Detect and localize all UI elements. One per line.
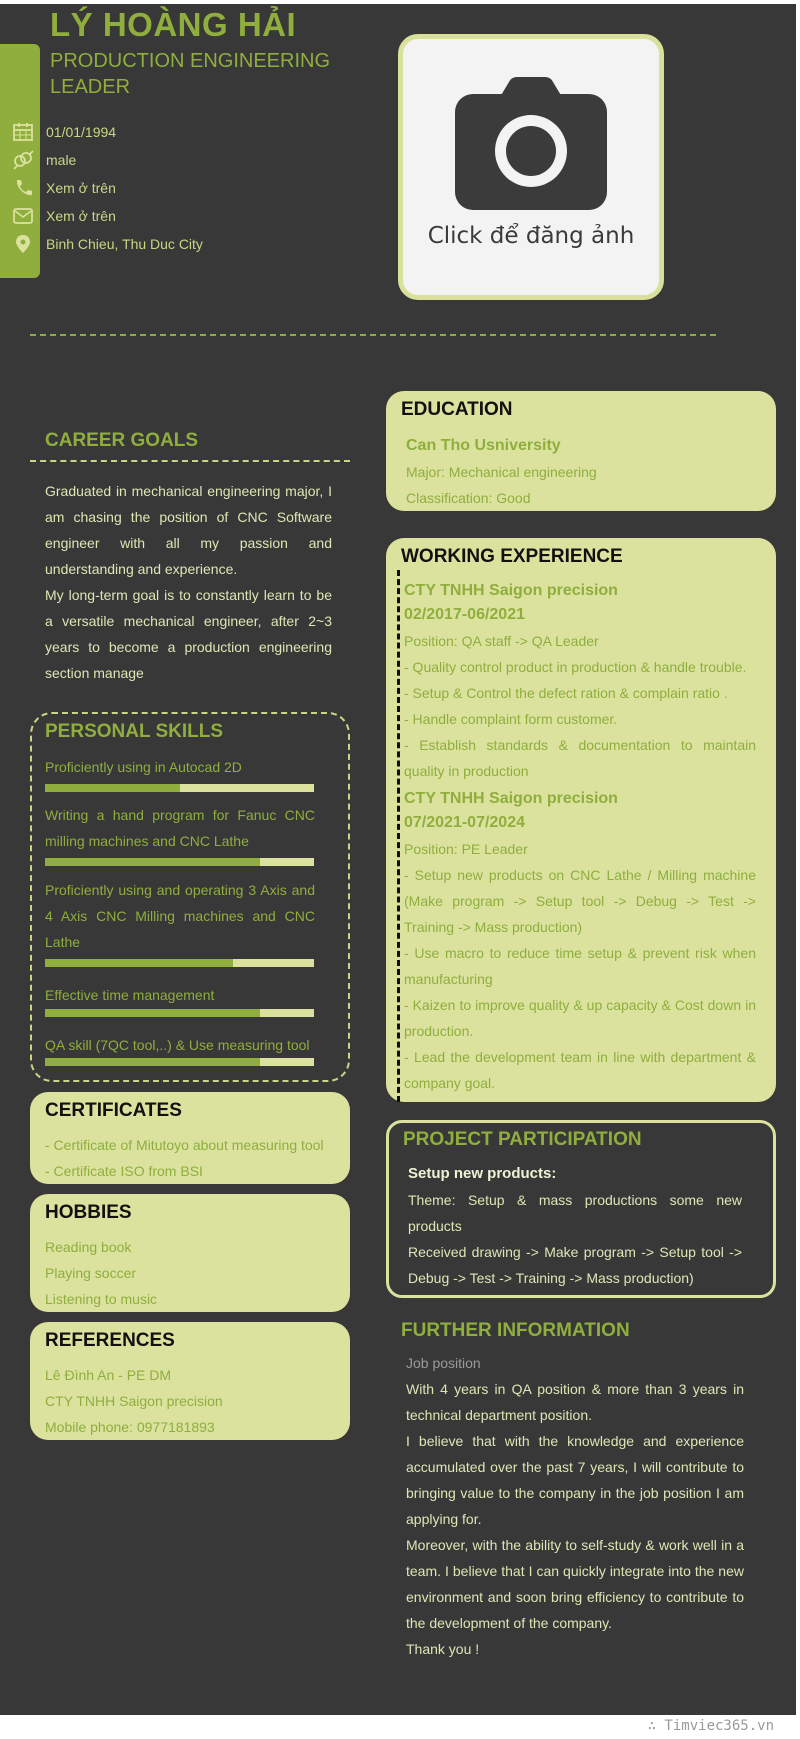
skill-label: Proficiently using and operating 3 Axis and 4 Axis CNC Milling machines and CNC Lathe	[45, 882, 315, 950]
gender-icon	[12, 150, 34, 170]
address-text: Binh Chieu, Thu Duc City	[46, 236, 203, 252]
email-icon	[12, 206, 34, 226]
skill-bar-fill	[45, 858, 260, 866]
career-goals-title: CAREER GOALS	[45, 430, 199, 451]
project-card	[386, 1120, 776, 1298]
hobby-item: Playing soccer	[45, 1265, 137, 1281]
project-description: Received drawing -> Make program -> Setup tool -> Debug -> Test -> Training -> Mass production)	[408, 1244, 742, 1286]
skill-bar-fill	[45, 784, 180, 792]
certificate-item: - Certificate of Mitutoyo about measuring tool	[45, 1137, 324, 1153]
skill-label: Writing a hand program for Fanuc CNC milling machines and CNC Lathe	[45, 807, 315, 849]
certificates-title: CERTIFICATES	[45, 1100, 182, 1121]
personal-skills-title: PERSONAL SKILLS	[45, 721, 224, 742]
skill-bar-fill	[45, 1058, 260, 1066]
skill-label: QA skill (7QC tool,..) & Use measuring tool	[45, 1037, 310, 1053]
skill-label: Proficiently using in Autocad 2D	[45, 759, 242, 775]
email-row	[12, 202, 116, 230]
job-duty: - Use macro to reduce time setup & prevent risk when manufacturing	[404, 945, 756, 987]
reference-item: Lê Đình An - PE DM	[45, 1367, 172, 1383]
skill-bar	[45, 858, 314, 866]
working-experience-card	[386, 538, 776, 1102]
working-experience-title: WORKING EXPERIENCE	[401, 546, 623, 567]
further-paragraph: I believe that with the knowledge and experience accumulated over the past 7 years, I will contribute to bringing value to the company in the job position I am applying for.	[406, 1433, 744, 1527]
site-watermark: ∴ Timviec365.vn	[647, 1718, 774, 1734]
job-duty: - Setup & Control the defect ration & complain ratio .	[404, 685, 728, 701]
job-duty: - Lead the development team in line with department & company goal.	[404, 1049, 756, 1091]
job-duty: - Establish standards & documentation to maintain quality in production	[404, 737, 756, 779]
certificate-item: - Certificate ISO from BSI	[45, 1163, 203, 1179]
career-goals-p2: My long-term goal is to constantly learn to be a versatile mechanical engineer, after 2~3 years to become a production engineering section manage	[45, 587, 332, 681]
skill-bar-fill	[45, 959, 233, 967]
career-goals-text	[45, 478, 332, 686]
certificates-card	[30, 1092, 350, 1184]
gender-text: male	[46, 152, 77, 168]
birthday-row	[12, 118, 117, 146]
photo-upload-label: Click để đăng ảnh	[427, 223, 635, 249]
job-duty: - Kaizen to improve quality & up capacity & Cost down in production.	[404, 997, 756, 1039]
calendar-icon	[12, 122, 34, 142]
further-paragraph: Moreover, with the ability to self-study & work well in a team. I believe that I can quickly integrate into the new environment and soon bring efficiency to contribute to the development of the company.	[406, 1537, 744, 1631]
job-period: 02/2017-06/2021	[404, 606, 525, 623]
job-duty: - Quality control product in production & handle trouble.	[404, 659, 747, 675]
reference-item: CTY TNHH Saigon precision	[45, 1393, 223, 1409]
skill-bar	[45, 1009, 314, 1017]
job-duty: - Setup new products on CNC Lathe / Milling machine (Make program -> Setup tool -> Debug -> Test -> Training -> Mass production)	[404, 867, 756, 935]
phone-row	[12, 174, 116, 202]
hobbies-title: HOBBIES	[45, 1202, 132, 1223]
job-position: Position: PE Leader	[404, 841, 528, 857]
job-position: Position: QA staff -> QA Leader	[404, 633, 599, 649]
job-period: 07/2021-07/2024	[404, 814, 525, 831]
project-title: PROJECT PARTICIPATION	[403, 1129, 642, 1150]
education-title: EDUCATION	[401, 399, 513, 420]
further-paragraph: Thank you !	[406, 1641, 480, 1657]
reference-item: Mobile phone: 0977181893	[45, 1419, 215, 1435]
birthday-text: 01/01/1994	[46, 124, 117, 140]
hobby-item: Reading book	[45, 1239, 132, 1255]
photo-upload[interactable]	[398, 34, 664, 300]
education-classification: Classification: Good	[406, 490, 531, 506]
gender-row	[12, 146, 77, 174]
address-row	[12, 230, 203, 258]
references-card	[30, 1322, 350, 1440]
skill-bar	[45, 1058, 314, 1066]
career-goals-underline	[30, 460, 350, 462]
education-card	[386, 391, 776, 511]
job-title: PRODUCTION ENGINEERING LEADER	[50, 50, 331, 98]
education-major: Major: Mechanical engineering	[406, 464, 597, 480]
career-goals-p1: Graduated in mechanical engineering major, I am chasing the position of CNC Software engineer with all my passion and understanding and experience.	[45, 483, 332, 577]
email-text[interactable]: Xem ở trên	[46, 208, 116, 224]
phone-text[interactable]: Xem ở trên	[46, 180, 116, 196]
hobby-item: Listening to music	[45, 1291, 158, 1307]
hobbies-card	[30, 1194, 350, 1312]
school-name: Can Tho Usniversity	[406, 437, 561, 454]
project-theme: Theme: Setup & mass productions some new products	[408, 1192, 742, 1234]
skill-bar-fill	[45, 1009, 260, 1017]
phone-icon	[12, 178, 34, 198]
further-subtitle: Job position	[406, 1355, 481, 1371]
skill-label: Effective time management	[45, 987, 215, 1003]
skill-bar	[45, 784, 314, 792]
further-paragraph: With 4 years in QA position & more than 3 years in technical department position.	[406, 1381, 744, 1423]
candidate-name: LÝ HOÀNG HẢI	[50, 6, 297, 43]
references-title: REFERENCES	[45, 1330, 175, 1351]
camera-icon	[451, 74, 611, 214]
location-icon	[12, 234, 34, 254]
further-information-title: FURTHER INFORMATION	[401, 1320, 630, 1341]
experience-timeline	[397, 570, 400, 1102]
skill-bar	[45, 959, 314, 967]
job-company: CTY TNHH Saigon precision	[404, 582, 618, 599]
header-divider	[30, 334, 716, 336]
job-company: CTY TNHH Saigon precision	[404, 790, 618, 807]
project-name: Setup new products:	[408, 1165, 557, 1182]
cv-page	[0, 4, 796, 1715]
job-duty: - Handle complaint form customer.	[404, 711, 618, 727]
